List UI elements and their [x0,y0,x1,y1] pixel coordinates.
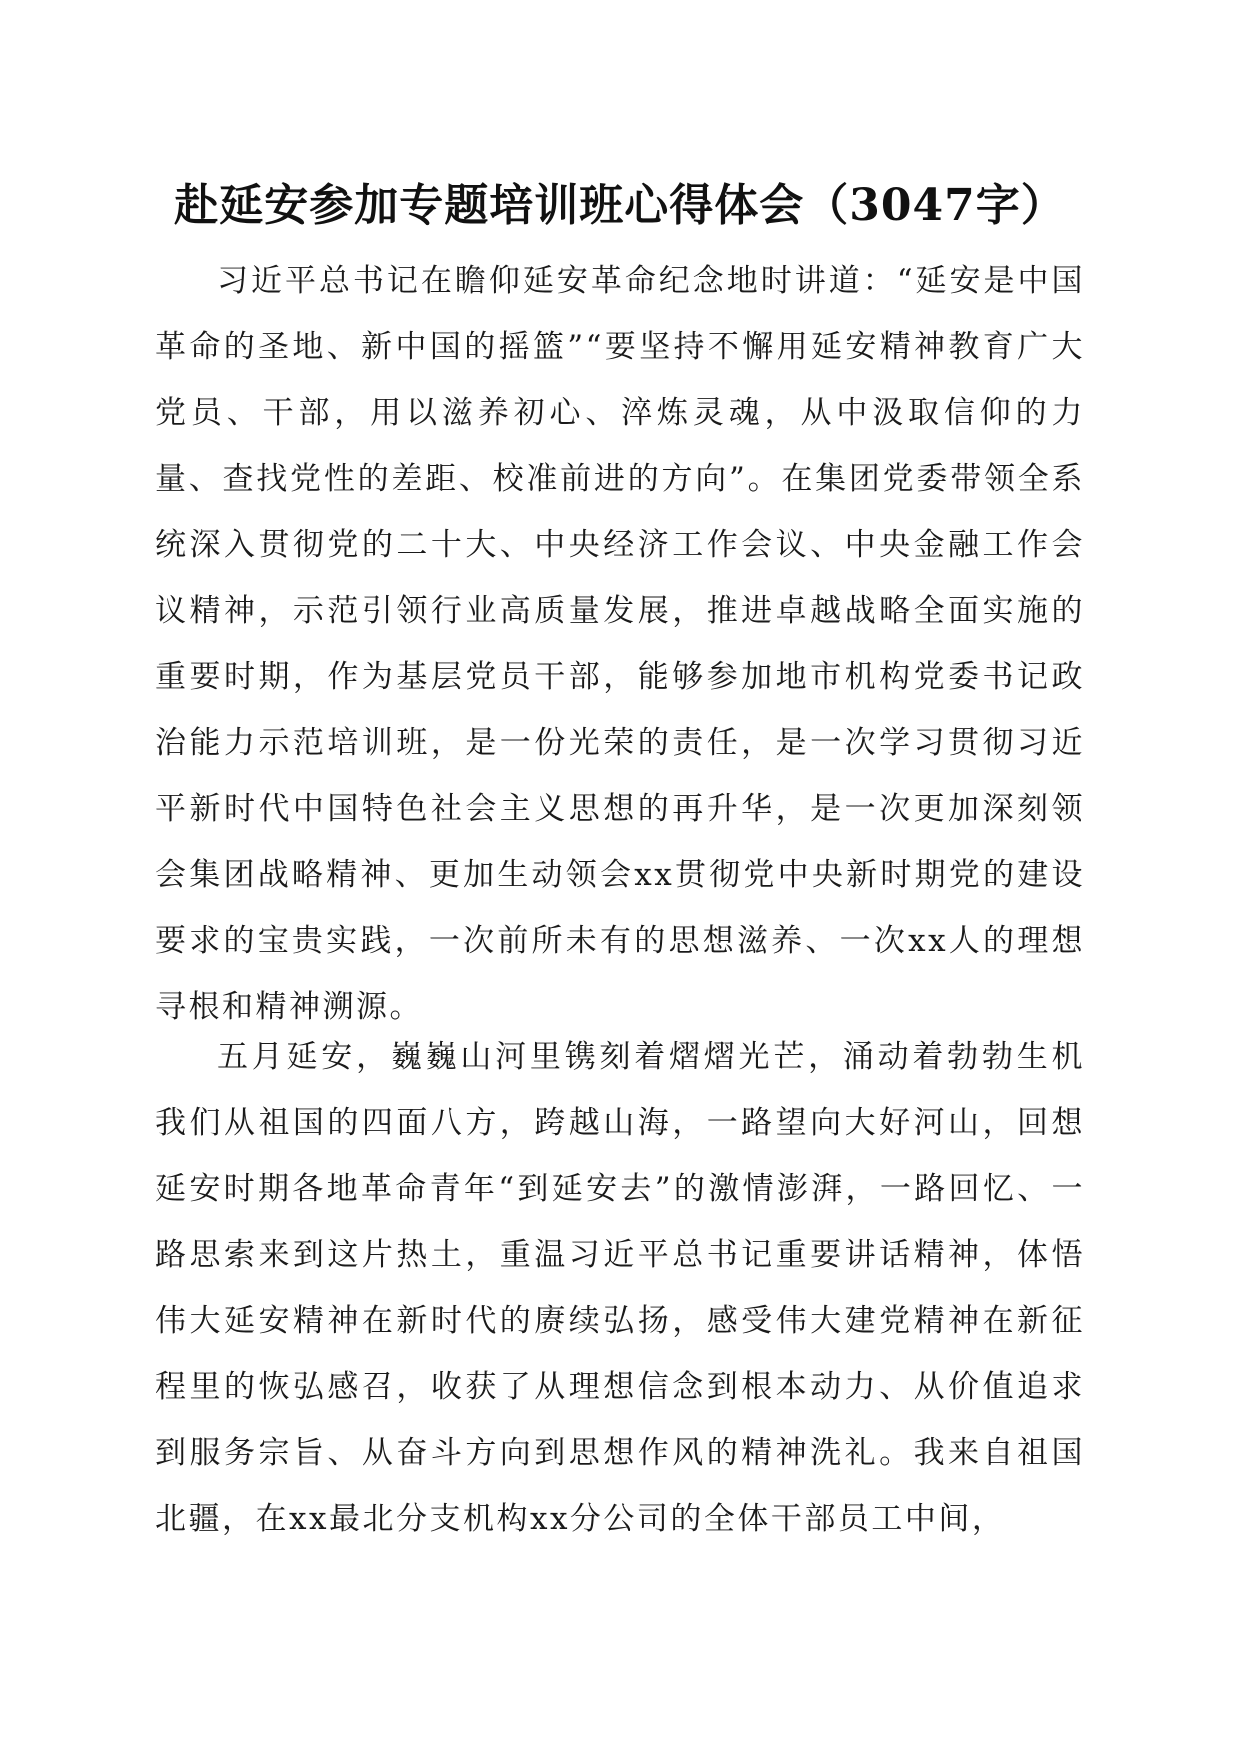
paragraph-1: 习近平总书记在瞻仰延安革命纪念地时讲道：“延安是中国革命的圣地、新中国的摇篮”“要坚持不懈用延安精神教育广大党员、干部，用以滋养初心、淬炼灵魂，从中汲取信仰的力量、查找党性的差距、校准前进的方向”。在集团党委带领全系统深入贯彻党的二十大、中央经济工作会议、中央金融工作会议精神，示范引领行业高质量发展，推进卓越战略全面实施的重要时期，作为基层党员干部，能够参加地市机构党委书记政治能力示范培训班，是一份光荣的责任，是一次学习贯彻习近平新时代中国特色社会主义思想的再升华，是一次更加深刻领会集团战略精神、更加生动领会xx贯彻党中央新时期党的建设要求的宝贵实践，一次前所未有的思想滋养、一次xx人的理想寻根和精神溯源。 [155,263,1085,1025]
document-title: 赴延安参加专题培训班心得体会（3047字） [174,180,1066,231]
paragraph-2: 五月延安，巍巍山河里镌刻着熠熠光芒，涌动着勃勃生机我们从祖国的四面八方，跨越山海，一路望向大好河山，回想延安时期各地革命青年“到延安去”的激情澎湃，一路回忆、一路思索来到这片热土，重温习近平总书记重要讲话精神，体悟伟大延安精神在新时代的赓续弘扬，感受伟大建党精神在新征程里的恢弘感召，收获了从理想信念到根本动力、从价值追求到服务宗旨、从奋斗方向到思想作风的精神洗礼。我来自祖国北疆，在xx最北分支机构xx分公司的全体干部员工中间， [155,1039,1085,1537]
